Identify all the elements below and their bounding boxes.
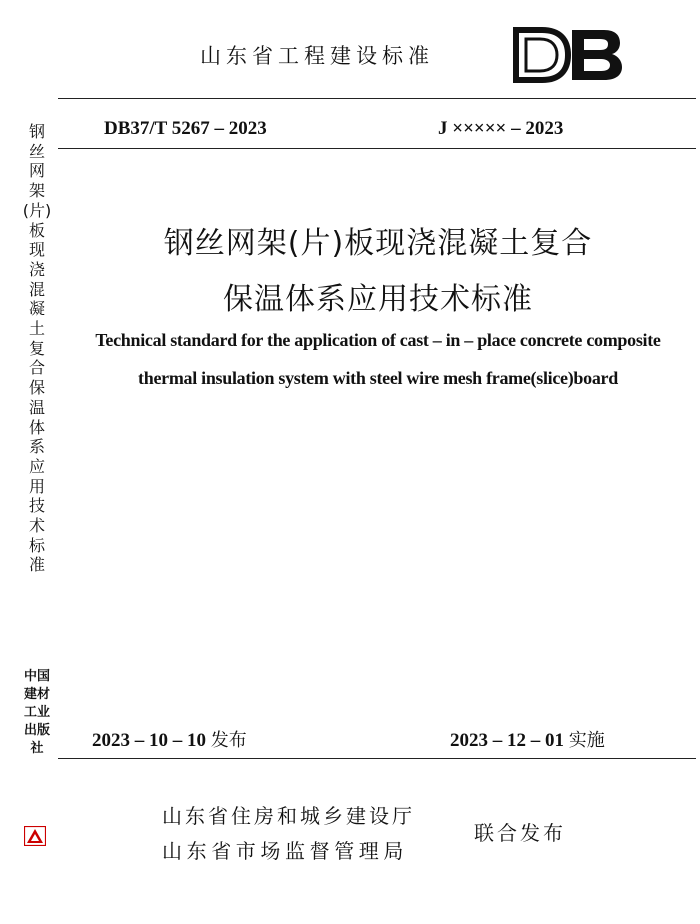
spine-publisher: 中国建材工业出版社 (23, 669, 50, 756)
effective-date-line (450, 726, 605, 752)
issue-date-line (92, 726, 247, 752)
effective-date: 2023 – 12 – 01 (450, 730, 564, 751)
effective-label: 实施 (568, 730, 605, 751)
standard-category: 山东省工程建设标准 (200, 44, 434, 68)
title-cn-line1: 钢丝网架(片)板现浇混凝土复合 (163, 226, 593, 261)
record-number: J ××××× – 2023 (438, 118, 564, 139)
publisher-logo-icon (24, 826, 46, 846)
db-logo (512, 26, 624, 84)
issuer-org2: 山东省市场监督管理局 (162, 839, 408, 863)
title-en-line1: Technical standard for the application of cast – in – place concrete composite (95, 330, 661, 350)
issuer-org1: 山东省住房和城乡建设厅 (162, 804, 415, 828)
spine-title: 钢丝网架(片)板现浇混凝土复合保温体系应用技术标准 (22, 122, 52, 575)
joint-issue-label: 联合发布 (474, 821, 566, 845)
issue-date: 2023 – 10 – 10 (92, 730, 206, 751)
title-cn-line2: 保温体系应用技术标准 (223, 282, 533, 317)
code-rule (58, 148, 696, 149)
issue-label: 发布 (210, 730, 247, 751)
date-rule (58, 758, 696, 759)
header-rule (58, 98, 696, 99)
title-en-line2: thermal insulation system with steel wire mesh frame(slice)board (138, 368, 618, 388)
standard-number: DB37/T 5267 – 2023 (104, 118, 267, 139)
